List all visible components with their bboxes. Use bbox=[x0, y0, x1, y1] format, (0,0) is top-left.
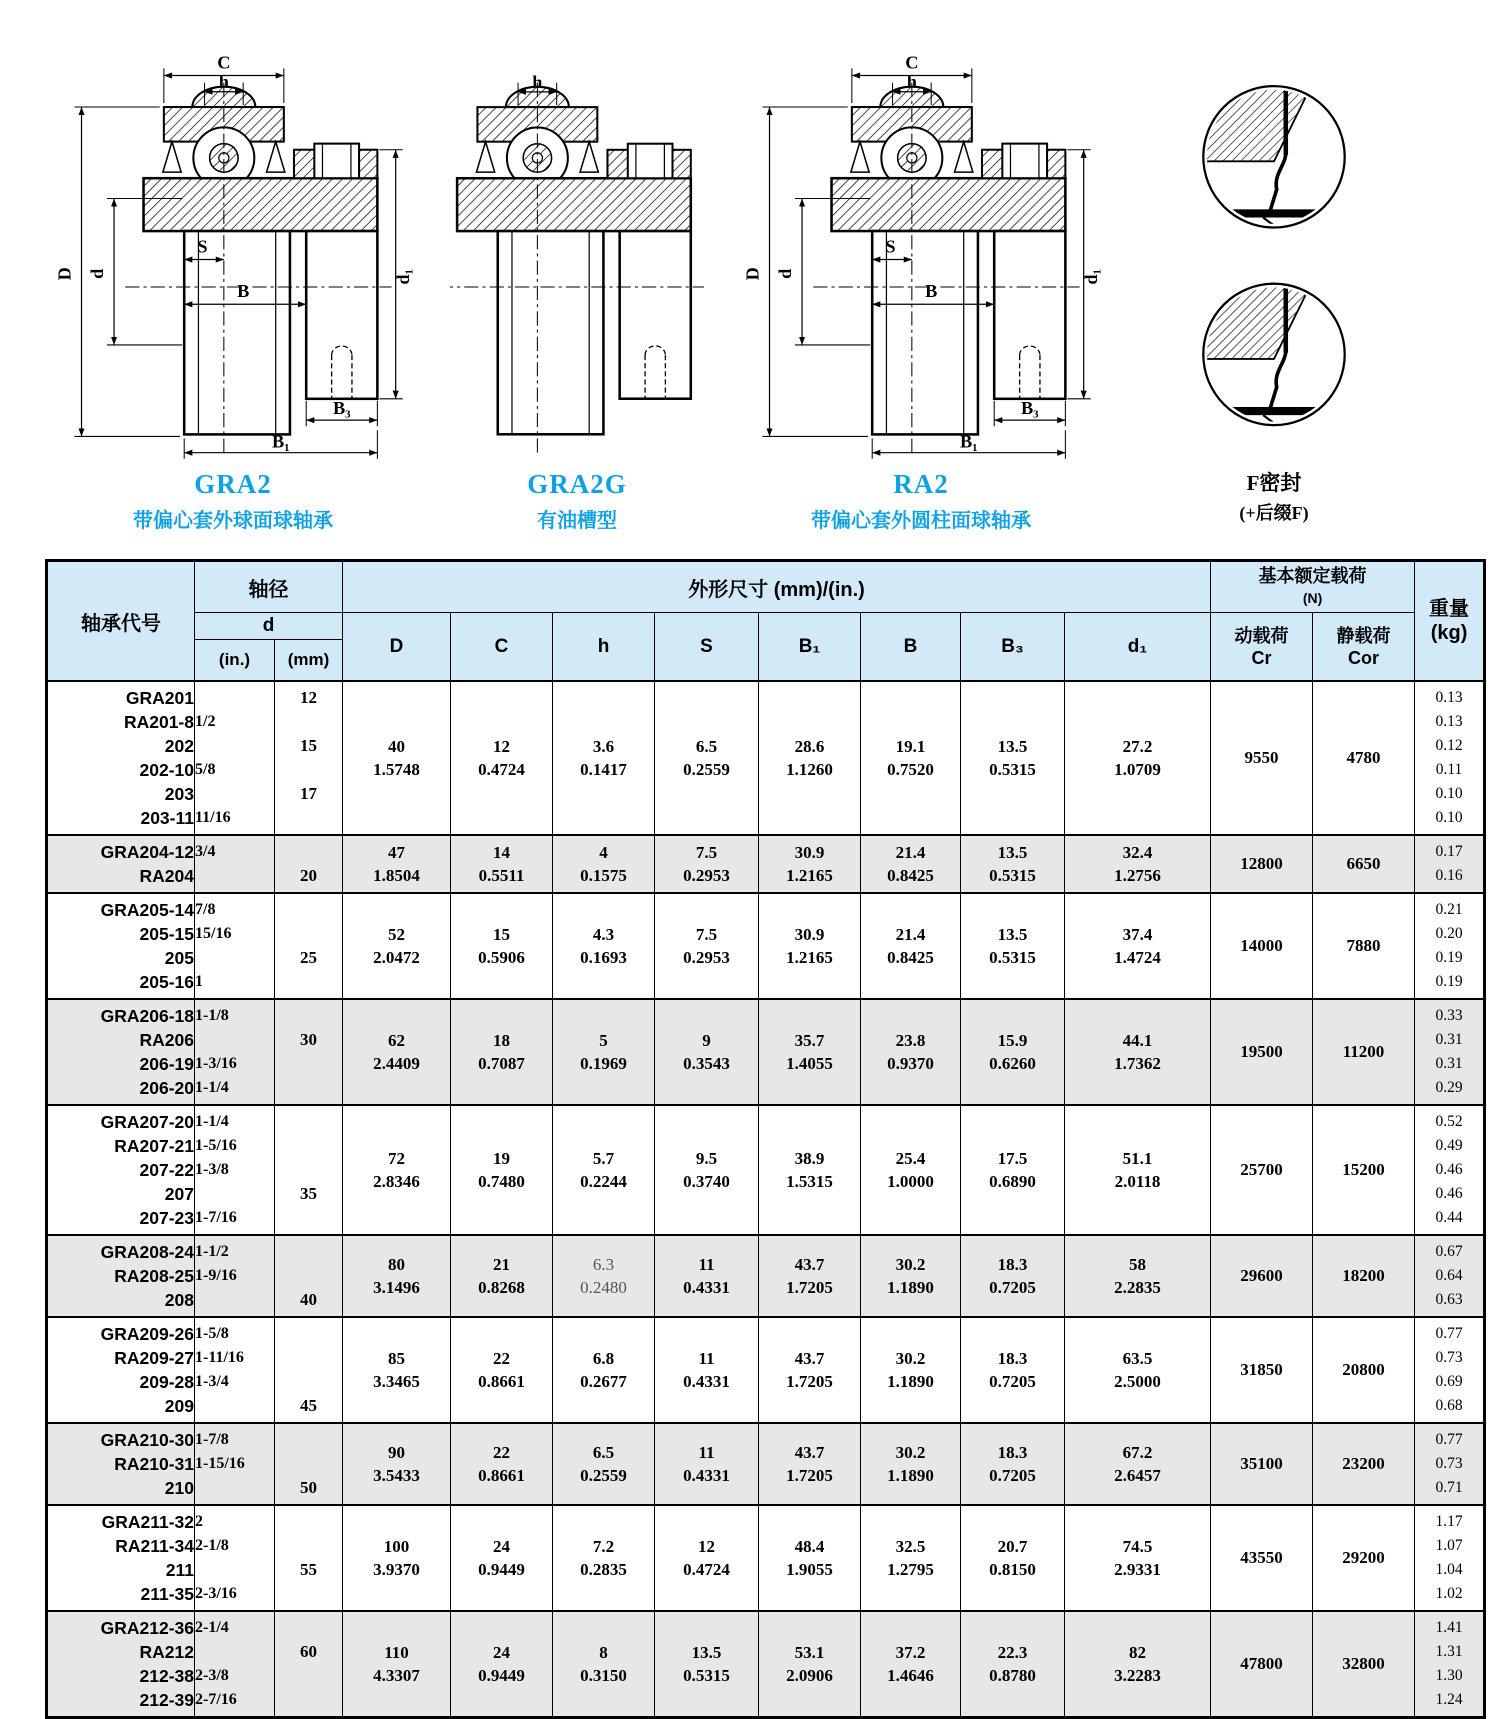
dim-B3: 13.5 0.5315 bbox=[961, 835, 1065, 893]
dim-label-C: C bbox=[217, 52, 231, 73]
seal-detail-drawing bbox=[1138, 48, 1410, 465]
static-load-cor: 18200 bbox=[1313, 1235, 1415, 1317]
diagram-gra2 bbox=[50, 48, 416, 533]
bearing-codes: GRA204-12 RA204 bbox=[47, 835, 195, 893]
dim-label-h: h bbox=[218, 71, 229, 92]
ra2-drawing bbox=[738, 48, 1104, 467]
header-dim-B: B bbox=[861, 613, 961, 682]
dim-B: 21.4 0.8425 bbox=[861, 893, 961, 999]
dim-label-C: C bbox=[905, 52, 919, 73]
dynamic-load-cr: 47800 bbox=[1211, 1611, 1313, 1718]
diagram-ra2 bbox=[738, 48, 1104, 533]
dynamic-load-cr: 25700 bbox=[1211, 1105, 1313, 1235]
dim-B3: 20.7 0.8150 bbox=[961, 1505, 1065, 1611]
dim-d1: 58 2.2835 bbox=[1065, 1235, 1211, 1317]
shaft-dia-mm: 30 bbox=[275, 999, 343, 1105]
dim-S: 9 0.3543 bbox=[655, 999, 759, 1105]
bearing-codes: GRA201 RA201-8 202 202-10 203 203-11 bbox=[47, 681, 195, 835]
bearing-codes: GRA212-36 RA212 212-38 212-39 bbox=[47, 1611, 195, 1718]
weight-kg: 0.52 0.49 0.46 0.46 0.44 bbox=[1415, 1105, 1485, 1235]
header-dim-D: D bbox=[343, 613, 451, 682]
shaft-dia-in: 7/8 15/16 1 bbox=[195, 893, 275, 999]
dim-B: 30.2 1.1890 bbox=[861, 1423, 961, 1505]
dim-B1: 43.7 1.7205 bbox=[759, 1317, 861, 1423]
diagrams-row bbox=[0, 0, 1512, 533]
dim-h: 5 0.1969 bbox=[553, 999, 655, 1105]
shaft-dia-in: 1/2 5/8 11/16 bbox=[195, 681, 275, 835]
static-load-cor: 32800 bbox=[1313, 1611, 1415, 1718]
dim-h: 4.3 0.1693 bbox=[553, 893, 655, 999]
dim-d1: 63.5 2.5000 bbox=[1065, 1317, 1211, 1423]
dim-d1: 27.2 1.0709 bbox=[1065, 681, 1211, 835]
dim-B3: 18.3 0.7205 bbox=[961, 1235, 1065, 1317]
dim-B3: 22.3 0.8780 bbox=[961, 1611, 1065, 1718]
cor-symbol: Cor bbox=[1348, 647, 1380, 668]
shaft-dia-mm: 45 bbox=[275, 1317, 343, 1423]
dim-S: 9.5 0.3740 bbox=[655, 1105, 759, 1235]
shaft-dia-mm: 12 15 17 bbox=[275, 681, 343, 835]
dim-S: 7.5 0.2953 bbox=[655, 893, 759, 999]
dim-d1: 82 3.2283 bbox=[1065, 1611, 1211, 1718]
dim-C: 14 0.5511 bbox=[451, 835, 553, 893]
static-load-cor: 23200 bbox=[1313, 1423, 1415, 1505]
dim-B1: 35.7 1.4055 bbox=[759, 999, 861, 1105]
dim-S: 7.5 0.2953 bbox=[655, 835, 759, 893]
dim-C: 18 0.7087 bbox=[451, 999, 553, 1105]
dim-D: 62 2.4409 bbox=[343, 999, 451, 1105]
dynamic-load-cr: 12800 bbox=[1211, 835, 1313, 893]
header-d: d bbox=[195, 613, 343, 640]
spec-row bbox=[47, 1105, 1485, 1235]
dim-label-d: d bbox=[774, 268, 795, 279]
spec-row bbox=[47, 1505, 1485, 1611]
shaft-dia-mm: 35 bbox=[275, 1105, 343, 1235]
dim-B3: 17.5 0.6890 bbox=[961, 1105, 1065, 1235]
spec-row bbox=[47, 893, 1485, 999]
weight-label: 重量 bbox=[1429, 598, 1470, 620]
bearing-codes: GRA211-32 RA211-34 211 211-35 bbox=[47, 1505, 195, 1611]
dim-C: 19 0.7480 bbox=[451, 1105, 553, 1235]
diagram-seal bbox=[1138, 48, 1410, 525]
dim-C: 21 0.8268 bbox=[451, 1235, 553, 1317]
weight-kg: 0.67 0.64 0.63 bbox=[1415, 1235, 1485, 1317]
weight-kg: 0.21 0.20 0.19 0.19 bbox=[1415, 893, 1485, 999]
dim-B3: 13.5 0.5315 bbox=[961, 893, 1065, 999]
dim-h: 4 0.1575 bbox=[553, 835, 655, 893]
shaft-dia-in: 2-1/4 2-3/8 2-7/16 bbox=[195, 1611, 275, 1718]
weight-kg: 0.33 0.31 0.31 0.29 bbox=[1415, 999, 1485, 1105]
dim-S: 11 0.4331 bbox=[655, 1317, 759, 1423]
dim-D: 72 2.8346 bbox=[343, 1105, 451, 1235]
shaft-dia-in: 2 2-1/8 2-3/16 bbox=[195, 1505, 275, 1611]
dim-h: 6.3 0.2480 bbox=[553, 1235, 655, 1317]
dim-label-B3: B₃ bbox=[332, 398, 351, 419]
dim-D: 80 3.1496 bbox=[343, 1235, 451, 1317]
dim-label-B: B bbox=[237, 281, 250, 302]
dim-C: 15 0.5906 bbox=[451, 893, 553, 999]
dim-B: 23.8 0.9370 bbox=[861, 999, 961, 1105]
bearing-codes: GRA207-20 RA207-21 207-22 207 207-23 bbox=[47, 1105, 195, 1235]
dim-label-B: B bbox=[925, 281, 938, 302]
dim-B1: 30.9 1.2165 bbox=[759, 835, 861, 893]
weight-kg: 0.77 0.73 0.71 bbox=[1415, 1423, 1485, 1505]
diagram-title-gra2g: GRA2G bbox=[527, 469, 627, 499]
dim-B1: 43.7 1.7205 bbox=[759, 1423, 861, 1505]
dynamic-load-cr: 31850 bbox=[1211, 1317, 1313, 1423]
dim-h: 5.7 0.2244 bbox=[553, 1105, 655, 1235]
dynamic-load-cr: 19500 bbox=[1211, 999, 1313, 1105]
dim-h: 3.6 0.1417 bbox=[553, 681, 655, 835]
dynamic-load-cr: 29600 bbox=[1211, 1235, 1313, 1317]
dim-label-B1: B₁ bbox=[271, 431, 290, 452]
dim-label-d1: d₁ bbox=[1080, 268, 1101, 285]
dim-S: 6.5 0.2559 bbox=[655, 681, 759, 835]
dim-label-h: h bbox=[906, 71, 917, 92]
dim-B: 30.2 1.1890 bbox=[861, 1235, 961, 1317]
bearing-codes: GRA206-18 RA206 206-19 206-20 bbox=[47, 999, 195, 1105]
cor-label: 静载荷 bbox=[1336, 625, 1391, 646]
dim-D: 90 3.5433 bbox=[343, 1423, 451, 1505]
dim-S: 13.5 0.5315 bbox=[655, 1611, 759, 1718]
dim-d1: 74.5 2.9331 bbox=[1065, 1505, 1211, 1611]
dim-B: 30.2 1.1890 bbox=[861, 1317, 961, 1423]
header-in-unit: (in.) bbox=[195, 640, 275, 682]
shaft-dia-mm: 25 bbox=[275, 893, 343, 999]
dim-D: 40 1.5748 bbox=[343, 681, 451, 835]
dim-d1: 37.4 1.4724 bbox=[1065, 893, 1211, 999]
spec-row bbox=[47, 1235, 1485, 1317]
dim-B1: 30.9 1.2165 bbox=[759, 893, 861, 999]
header-dims-group: 外形尺寸 (mm)/(in.) bbox=[343, 561, 1211, 613]
cr-symbol: Cr bbox=[1251, 647, 1272, 668]
dim-B3: 15.9 0.6260 bbox=[961, 999, 1065, 1105]
header-weight bbox=[1415, 561, 1485, 682]
dim-C: 22 0.8661 bbox=[451, 1423, 553, 1505]
diagram-subtitle-ra2: 带偏心套外圆柱面球轴承 bbox=[811, 510, 1031, 532]
header-dim-S: S bbox=[655, 613, 759, 682]
header-bearing-code: 轴承代号 bbox=[47, 561, 195, 682]
shaft-dia-in: 1-1/4 1-5/16 1-3/8 1-7/16 bbox=[195, 1105, 275, 1235]
spec-row bbox=[47, 999, 1485, 1105]
spec-row bbox=[47, 835, 1485, 893]
dim-B1: 28.6 1.1260 bbox=[759, 681, 861, 835]
dim-label-D: D bbox=[54, 267, 75, 281]
header-dim-B1: B₁ bbox=[759, 613, 861, 682]
dynamic-load-cr: 43550 bbox=[1211, 1505, 1313, 1611]
load-unit-label: (N) bbox=[1302, 590, 1323, 606]
header-dim-h: h bbox=[553, 613, 655, 682]
gra2-drawing bbox=[50, 48, 416, 467]
diagram-title-ra2: RA2 bbox=[893, 469, 949, 499]
static-load-cor: 6650 bbox=[1313, 835, 1415, 893]
dim-C: 24 0.9449 bbox=[451, 1505, 553, 1611]
shaft-dia-in: 1-1/2 1-9/16 bbox=[195, 1235, 275, 1317]
dim-B: 25.4 1.0000 bbox=[861, 1105, 961, 1235]
dim-label-D: D bbox=[742, 267, 763, 281]
dim-label-S: S bbox=[197, 236, 208, 257]
spec-table-body bbox=[47, 681, 1485, 1718]
dim-S: 12 0.4724 bbox=[655, 1505, 759, 1611]
header-dim-C: C bbox=[451, 613, 553, 682]
dim-label-B3: B₃ bbox=[1020, 398, 1039, 419]
weight-kg: 1.41 1.31 1.30 1.24 bbox=[1415, 1611, 1485, 1718]
dim-B: 19.1 0.7520 bbox=[861, 681, 961, 835]
static-load-cor: 11200 bbox=[1313, 999, 1415, 1105]
header-shaft-dia: 轴径 bbox=[195, 561, 343, 613]
spec-row bbox=[47, 1611, 1485, 1718]
dim-D: 110 4.3307 bbox=[343, 1611, 451, 1718]
weight-kg: 0.17 0.16 bbox=[1415, 835, 1485, 893]
dim-h: 6.8 0.2677 bbox=[553, 1317, 655, 1423]
dim-C: 24 0.9449 bbox=[451, 1611, 553, 1718]
header-dim-d1: d₁ bbox=[1065, 613, 1211, 682]
dim-d1: 32.4 1.2756 bbox=[1065, 835, 1211, 893]
diagram-gra2g bbox=[450, 48, 704, 533]
dim-B3: 13.5 0.5315 bbox=[961, 681, 1065, 835]
weight-kg: 1.17 1.07 1.04 1.02 bbox=[1415, 1505, 1485, 1611]
spec-row bbox=[47, 1423, 1485, 1505]
dim-label-d1: d₁ bbox=[392, 268, 413, 285]
dim-B: 37.2 1.4646 bbox=[861, 1611, 961, 1718]
shaft-dia-in: 1-7/8 1-15/16 bbox=[195, 1423, 275, 1505]
bearing-codes: GRA208-24 RA208-25 208 bbox=[47, 1235, 195, 1317]
spec-row bbox=[47, 1317, 1485, 1423]
weight-unit-label: (kg) bbox=[1430, 622, 1468, 644]
gra2g-drawing bbox=[450, 48, 704, 467]
spec-row bbox=[47, 681, 1485, 835]
static-load-cor: 20800 bbox=[1313, 1317, 1415, 1423]
dim-B1: 53.1 2.0906 bbox=[759, 1611, 861, 1718]
spec-table bbox=[45, 559, 1486, 1719]
shaft-dia-mm: 20 bbox=[275, 835, 343, 893]
dim-C: 12 0.4724 bbox=[451, 681, 553, 835]
weight-kg: 0.13 0.13 0.12 0.11 0.10 0.10 bbox=[1415, 681, 1485, 835]
dim-B1: 38.9 1.5315 bbox=[759, 1105, 861, 1235]
dim-d1: 51.1 2.0118 bbox=[1065, 1105, 1211, 1235]
dim-d1: 44.1 1.7362 bbox=[1065, 999, 1211, 1105]
static-load-cor: 15200 bbox=[1313, 1105, 1415, 1235]
dim-B3: 18.3 0.7205 bbox=[961, 1317, 1065, 1423]
header-cor bbox=[1313, 613, 1415, 682]
dim-B3: 18.3 0.7205 bbox=[961, 1423, 1065, 1505]
diagram-subtitle-gra2: 带偏心套外球面球轴承 bbox=[133, 510, 333, 532]
shaft-dia-in: 1-1/8 1-3/16 1-1/4 bbox=[195, 999, 275, 1105]
dim-h: 7.2 0.2835 bbox=[553, 1505, 655, 1611]
header-load-group bbox=[1211, 561, 1415, 613]
dim-B1: 43.7 1.7205 bbox=[759, 1235, 861, 1317]
weight-kg: 0.77 0.73 0.69 0.68 bbox=[1415, 1317, 1485, 1423]
shaft-dia-mm: 60 bbox=[275, 1611, 343, 1718]
static-load-cor: 4780 bbox=[1313, 681, 1415, 835]
bearing-codes: GRA209-26 RA209-27 209-28 209 bbox=[47, 1317, 195, 1423]
shaft-dia-mm: 55 bbox=[275, 1505, 343, 1611]
dim-S: 11 0.4331 bbox=[655, 1235, 759, 1317]
seal-suffix-label: (+后缀F) bbox=[1239, 503, 1309, 523]
shaft-dia-in: 3/4 bbox=[195, 835, 275, 893]
bearing-codes: GRA205-14 205-15 205 205-16 bbox=[47, 893, 195, 999]
shaft-dia-mm: 50 bbox=[275, 1423, 343, 1505]
dim-label-h: h bbox=[532, 71, 543, 92]
dim-C: 22 0.8661 bbox=[451, 1317, 553, 1423]
dynamic-load-cr: 14000 bbox=[1211, 893, 1313, 999]
dim-B: 32.5 1.2795 bbox=[861, 1505, 961, 1611]
dynamic-load-cr: 9550 bbox=[1211, 681, 1313, 835]
seal-label: F密封 bbox=[1246, 471, 1302, 495]
static-load-cor: 7880 bbox=[1313, 893, 1415, 999]
dim-D: 52 2.0472 bbox=[343, 893, 451, 999]
dim-D: 47 1.8504 bbox=[343, 835, 451, 893]
dim-h: 8 0.3150 bbox=[553, 1611, 655, 1718]
dim-S: 11 0.4331 bbox=[655, 1423, 759, 1505]
diagram-title-gra2: GRA2 bbox=[194, 469, 272, 499]
cr-label: 动载荷 bbox=[1234, 625, 1289, 646]
shaft-dia-mm: 40 bbox=[275, 1235, 343, 1317]
dim-label-S: S bbox=[885, 236, 896, 257]
header-dim-B3: B₃ bbox=[961, 613, 1065, 682]
dim-D: 100 3.9370 bbox=[343, 1505, 451, 1611]
dim-label-B1: B₁ bbox=[959, 431, 978, 452]
dim-D: 85 3.3465 bbox=[343, 1317, 451, 1423]
bearing-codes: GRA210-30 RA210-31 210 bbox=[47, 1423, 195, 1505]
dim-h: 6.5 0.2559 bbox=[553, 1423, 655, 1505]
dim-B1: 48.4 1.9055 bbox=[759, 1505, 861, 1611]
diagram-subtitle-gra2g: 有油槽型 bbox=[537, 510, 617, 532]
load-group-label: 基本额定载荷 bbox=[1258, 566, 1367, 586]
dim-B: 21.4 0.8425 bbox=[861, 835, 961, 893]
header-mm-unit: (mm) bbox=[275, 640, 343, 682]
shaft-dia-in: 1-5/8 1-11/16 1-3/4 bbox=[195, 1317, 275, 1423]
dim-d1: 67.2 2.6457 bbox=[1065, 1423, 1211, 1505]
static-load-cor: 29200 bbox=[1313, 1505, 1415, 1611]
dynamic-load-cr: 35100 bbox=[1211, 1423, 1313, 1505]
dim-label-d: d bbox=[86, 268, 107, 279]
header-cr bbox=[1211, 613, 1313, 682]
